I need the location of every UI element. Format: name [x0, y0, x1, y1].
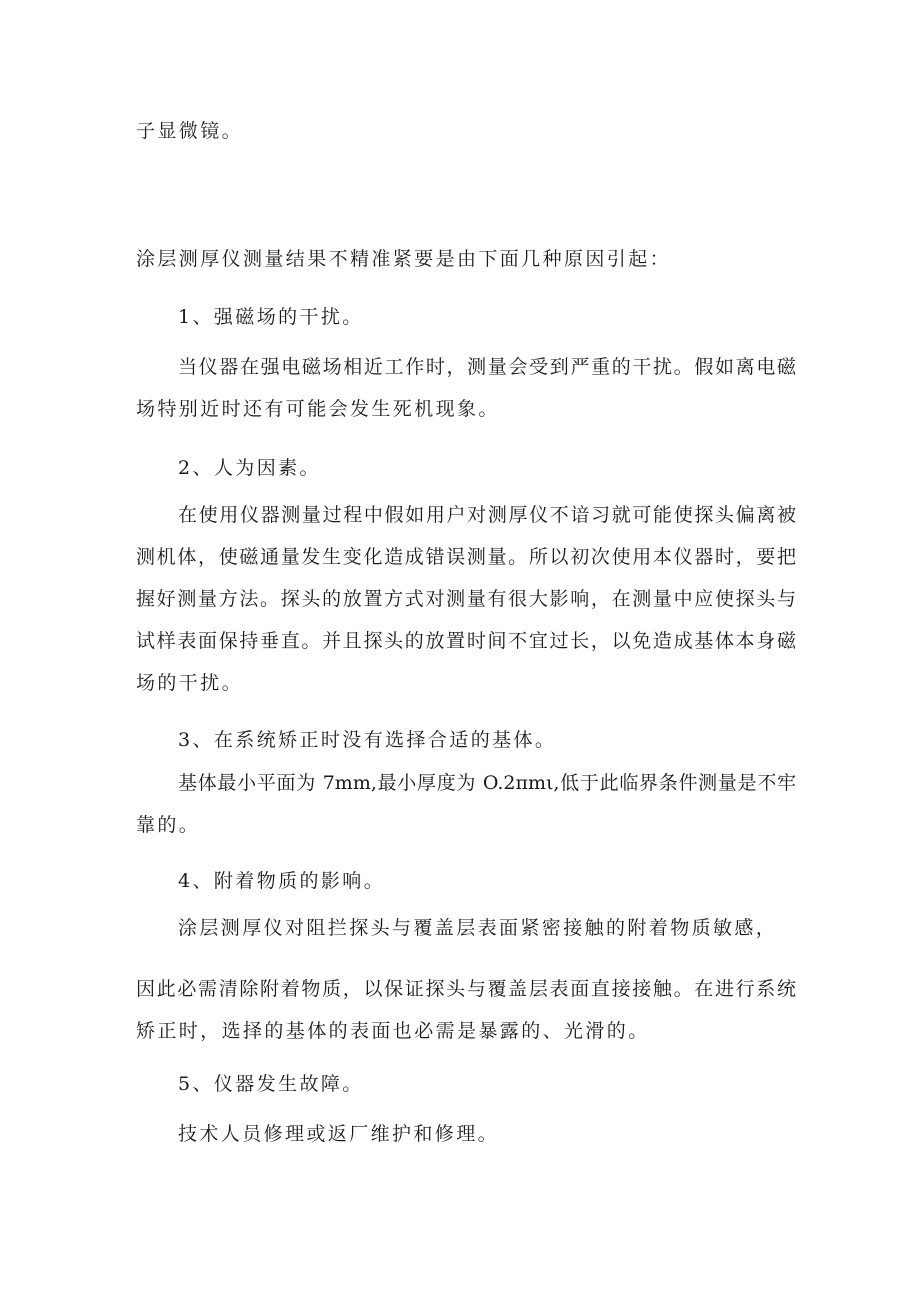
section-heading: 3、在系统矫正时没有选择合适的基体。: [178, 729, 557, 751]
text-line: 涂层测厚仪测量结果不精准紧要是由下面几种原因引起：: [136, 248, 672, 270]
text-line: 场特别近时还有可能会发生死机现象。: [136, 398, 500, 420]
text-line: 基体最小平面为 7mm,最小厚度为 O.2πmι,低于此临界条件测量是不牢: [178, 772, 796, 794]
text-line: 因此必需清除附着物质，以保证探头与覆盖层表面直接接触。在进行系统: [136, 978, 796, 1000]
text-line: 子显微镜。: [136, 120, 244, 142]
section-heading: 4、附着物质的影响。: [178, 870, 386, 892]
text-line: 涂层测厚仪对阻拦探头与覆盖层表面紧密接触的附着物质敏感，: [178, 917, 778, 939]
text-line: 靠的。: [136, 814, 201, 836]
text-line: 测机体，使磁通量发生变化造成错误测量。所以初次使用本仪器时，要把: [136, 546, 796, 568]
text-line: 场的干扰。: [136, 672, 244, 694]
section-heading: 2、人为因素。: [178, 457, 321, 479]
text-line: 技术人员修理或返厂维护和修理。: [178, 1123, 500, 1145]
section-heading: 5、仪器发生故障。: [178, 1073, 364, 1095]
text-line: 当仪器在强电磁场相近工作时，测量会受到严重的干扰。假如离电磁: [178, 356, 796, 378]
text-line: 试样表面保持垂直。并且探头的放置时间不宜过长，以免造成基体本身磁: [136, 630, 796, 652]
text-line: 在使用仪器测量过程中假如用户对测厚仪不谙习就可能使探头偏离被: [178, 504, 796, 526]
text-line: 矫正时，选择的基体的表面也必需是暴露的、光滑的。: [136, 1020, 650, 1042]
text-line: 握好测量方法。探头的放置方式对测量有很大影响，在测量中应使探头与: [136, 588, 796, 610]
section-heading: 1、强磁场的干扰。: [178, 306, 364, 328]
